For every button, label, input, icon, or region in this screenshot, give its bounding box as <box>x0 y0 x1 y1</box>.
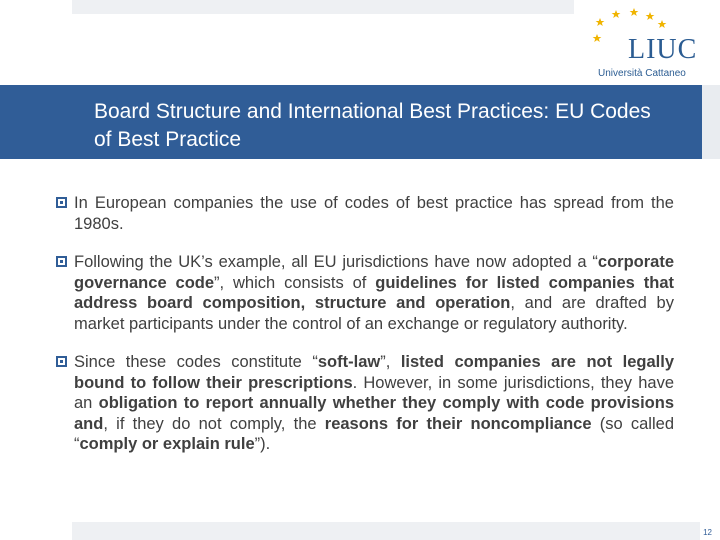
bottom-decor-strip <box>72 522 700 540</box>
text-run: In European companies the use of codes of best practice has spread from the 1980s. <box>74 194 674 233</box>
star-icon <box>630 8 639 16</box>
bold-text: corporate governance code <box>74 253 674 292</box>
text-run: . However, in some jurisdictions, they have an <box>74 373 674 412</box>
star-icon <box>658 20 667 28</box>
bold-text: reasons for their noncompliance <box>324 414 592 433</box>
bullet-text <box>74 253 674 333</box>
bold-text: guidelines for listed companies that address board composition, structure and operation <box>74 273 674 312</box>
top-decor-strip <box>72 0 574 14</box>
bullet-square-icon <box>56 356 67 367</box>
text-run: ”, <box>380 353 401 371</box>
text-run: Since these codes constitute “ <box>74 353 318 371</box>
star-icon <box>593 34 602 42</box>
bullet-item <box>56 352 674 455</box>
text-run: , if they do not comply, the <box>103 414 325 433</box>
star-icon <box>612 10 621 18</box>
bullet-square-icon <box>56 256 67 267</box>
bullet-item <box>56 193 674 234</box>
bullet-text <box>74 194 674 233</box>
text-run: ”, which consists of <box>214 273 376 292</box>
star-icon <box>646 12 655 20</box>
bullet-square-icon <box>56 197 67 208</box>
bold-text: soft-law <box>317 353 381 371</box>
bold-text: listed companies are not legally bound to follow their prescriptions <box>74 353 674 392</box>
bullet-text <box>74 353 674 453</box>
bold-text: comply or explain rule <box>79 435 255 453</box>
text-run: (so called “ <box>74 414 674 453</box>
page-number: 12 <box>703 528 712 537</box>
logo-name: LIUC <box>628 34 698 65</box>
bullet-list <box>56 193 674 473</box>
text-run: ”). <box>254 435 271 453</box>
logo-subtitle: Università Cattaneo <box>598 68 686 79</box>
text-run: Following the UK’s example, all EU jurisdictions have now adopted a “ <box>74 253 598 271</box>
bold-text: obligation to report annually whether they comply with code provisions and <box>74 394 675 433</box>
slide-title: Board Structure and International Best Practices: EU Codes of Best Practice <box>94 100 651 151</box>
star-icon <box>596 18 605 26</box>
bullet-item <box>56 252 674 334</box>
text-run: , and are drafted by market participants under the control of an exchange or regulatory authority. <box>74 294 674 333</box>
